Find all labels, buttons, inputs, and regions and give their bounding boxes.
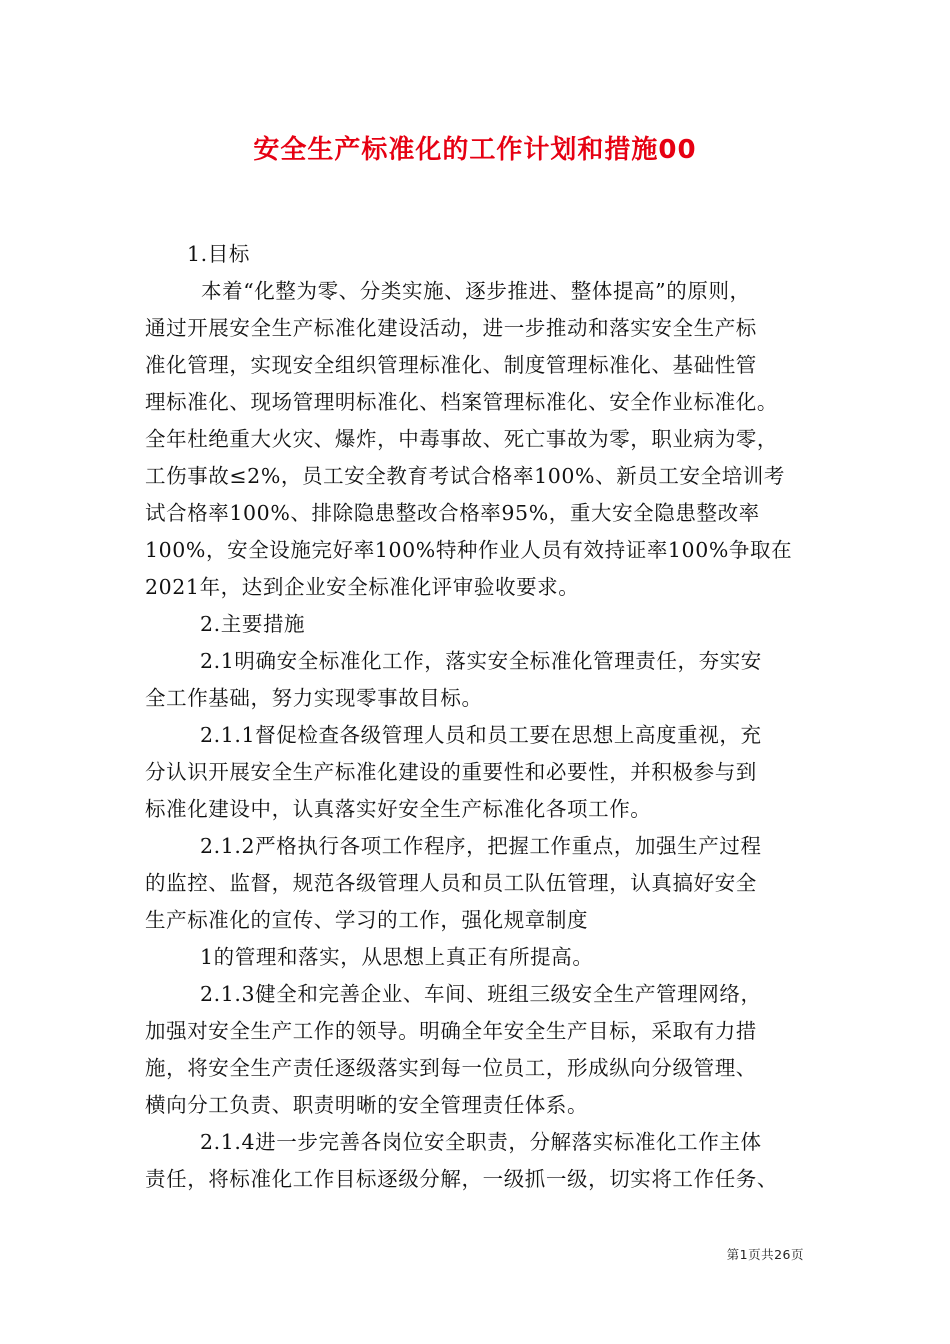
document-body (145, 236, 810, 1198)
paragraph-line: 2.1.1督促检查各级管理人员和员工要在思想上高度重视，充 (200, 723, 762, 747)
paragraph-line: 全年杜绝重大火灾、爆炸，中毒事故、死亡事故为零，职业病为零， (145, 427, 778, 451)
paragraph-line: 理标准化、现场管理明标准化、档案管理标准化、安全作业标准化。 (145, 390, 778, 414)
paragraph-line: 试合格率100%、排除隐患整改合格率95%，重大安全隐患整改率 (145, 501, 760, 525)
paragraph-line: 2.1.3健全和完善企业、车间、班组三级安全生产管理网络， (200, 982, 762, 1006)
paragraph-line: 本着“化整为零、分类实施、逐步推进、整体提高”的原则， (201, 279, 751, 303)
paragraph-line: 2.1.4进一步完善各岗位安全职责，分解落实标准化工作主体 (200, 1130, 762, 1154)
paragraph-line: 工伤事故≤2%，员工安全教育考试合格率100%、新员工安全培训考 (145, 464, 786, 488)
paragraph-line: 1的管理和落实，从思想上真正有所提高。 (200, 945, 594, 969)
paragraph-line: 通过开展安全生产标准化建设活动，进一步推动和落实安全生产标 (145, 316, 757, 340)
paragraph-line: 的监控、监督，规范各级管理人员和员工队伍管理，认真搞好安全 (145, 871, 757, 895)
paragraph-line: 加强对安全生产工作的领导。明确全年安全生产目标，采取有力措 (145, 1019, 757, 1043)
paragraph-line: 全工作基础，努力实现零事故目标。 (145, 686, 483, 710)
paragraph-line: 施，将安全生产责任逐级落实到每一位员工，形成纵向分级管理、 (145, 1056, 757, 1080)
paragraph-line: 分认识开展安全生产标准化建设的重要性和必要性，并积极参与到 (145, 760, 757, 784)
paragraph-line: 标准化建设中，认真落实好安全生产标准化各项工作。 (145, 797, 652, 821)
document-title: 安全生产标准化的工作计划和措施00 (253, 135, 697, 165)
paragraph-line: 横向分工负责、职责明晰的安全管理责任体系。 (145, 1093, 589, 1117)
section-heading-measures: 2.主要措施 (200, 612, 306, 636)
section-heading-goal: 1.目标 (187, 242, 250, 266)
paragraph-line: 准化管理，实现安全组织管理标准化、制度管理标准化、基础性管 (145, 353, 757, 377)
paragraph-line: 2021年，达到企业安全标准化评审验收要求。 (145, 575, 580, 599)
paragraph-line: 责任，将标准化工作目标逐级分解，一级抓一级，切实将工作任务、 (145, 1167, 778, 1191)
paragraph-line: 生产标准化的宣传、学习的工作，强化规章制度 (145, 908, 589, 932)
paragraph-line: 100%，安全设施完好率100%特种作业人员有效持证率100%争取在 (145, 538, 793, 562)
paragraph-line: 2.1明确安全标准化工作，落实安全标准化管理责任，夯实安 (200, 649, 762, 673)
paragraph-line: 2.1.2严格执行各项工作程序，把握工作重点，加强生产过程 (200, 834, 762, 858)
page-number-footer: 第1页共26页 (726, 1247, 804, 1262)
